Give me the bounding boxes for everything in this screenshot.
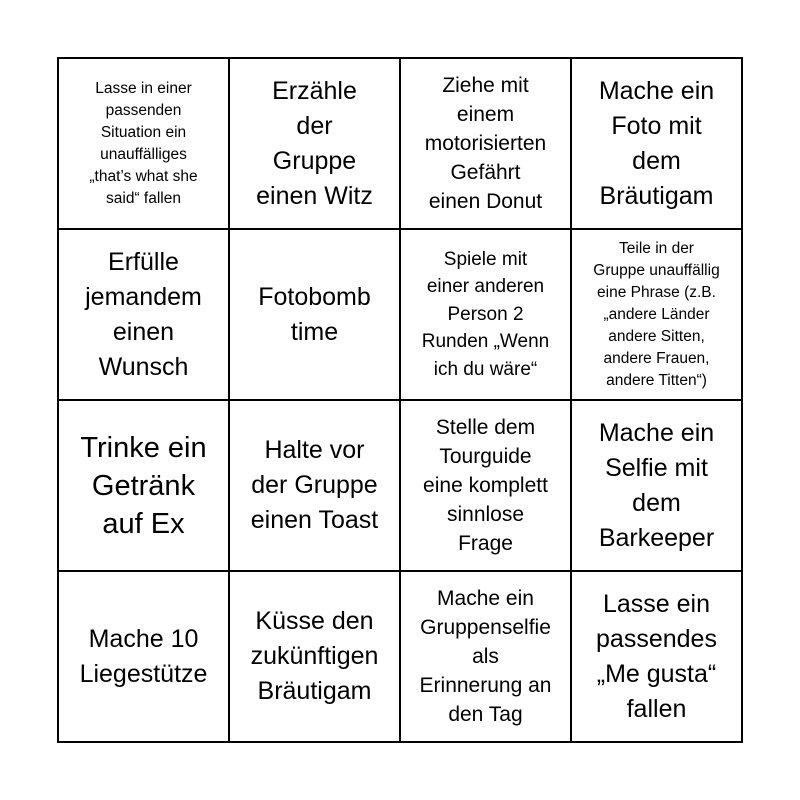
cell-text: Mache ein Gruppenselfie als Erinnerung an den Tag	[419, 587, 552, 726]
cell-text: Mache 10 Liegestütze	[79, 624, 208, 688]
cell-text: Teile in der Gruppe unauffällig eine Phrase (z.B. „andere Länder andere Sitten, andere Frauen, andere Titten“)	[593, 239, 720, 389]
bingo-cell[interactable]	[400, 229, 571, 400]
cell-text: Halte vor der Gruppe einen Toast	[250, 436, 379, 534]
cell-text: Mache ein Foto mit dem Bräutigam	[598, 76, 715, 210]
bingo-cell[interactable]	[400, 400, 571, 571]
cell-text: Trinke ein Getränk auf Ex	[80, 431, 207, 540]
bingo-cell[interactable]	[400, 571, 571, 742]
bingo-board	[57, 57, 743, 743]
cell-text: Küsse den zukünftigen Bräutigam	[250, 607, 379, 705]
bingo-cell[interactable]	[229, 400, 400, 571]
bingo-cell[interactable]	[571, 571, 742, 742]
bingo-cell[interactable]	[58, 229, 229, 400]
cell-text: Erfülle jemandem einen Wunsch	[85, 247, 202, 381]
cell-text: Lasse ein passendes „Me gusta“ fallen	[596, 589, 717, 723]
bingo-cell[interactable]	[229, 571, 400, 742]
bingo-cell[interactable]	[400, 58, 571, 229]
bingo-cell[interactable]	[229, 58, 400, 229]
cell-text: Stelle dem Tourguide eine komplett sinnlose Frage	[423, 416, 548, 555]
bingo-cell[interactable]	[58, 571, 229, 742]
cell-text: Fotobomb time	[258, 282, 371, 346]
bingo-cell[interactable]	[571, 229, 742, 400]
bingo-cell[interactable]	[58, 58, 229, 229]
cell-text: Mache ein Selfie mit dem Barkeeper	[598, 418, 715, 552]
bingo-cell[interactable]	[571, 400, 742, 571]
cell-text: Erzähle der Gruppe einen Witz	[256, 76, 373, 210]
bingo-cell[interactable]	[571, 58, 742, 229]
cell-text: Spiele mit einer anderen Person 2 Runden „Wenn ich du wäre“	[421, 248, 550, 380]
bingo-cell[interactable]	[58, 400, 229, 571]
cell-text: Lasse in einer passenden Situation ein unauffälliges „that’s what she said“ fallen	[89, 79, 198, 207]
bingo-cell[interactable]	[229, 229, 400, 400]
cell-text: Ziehe mit einem motorisierten Gefährt einen Donut	[424, 74, 547, 213]
